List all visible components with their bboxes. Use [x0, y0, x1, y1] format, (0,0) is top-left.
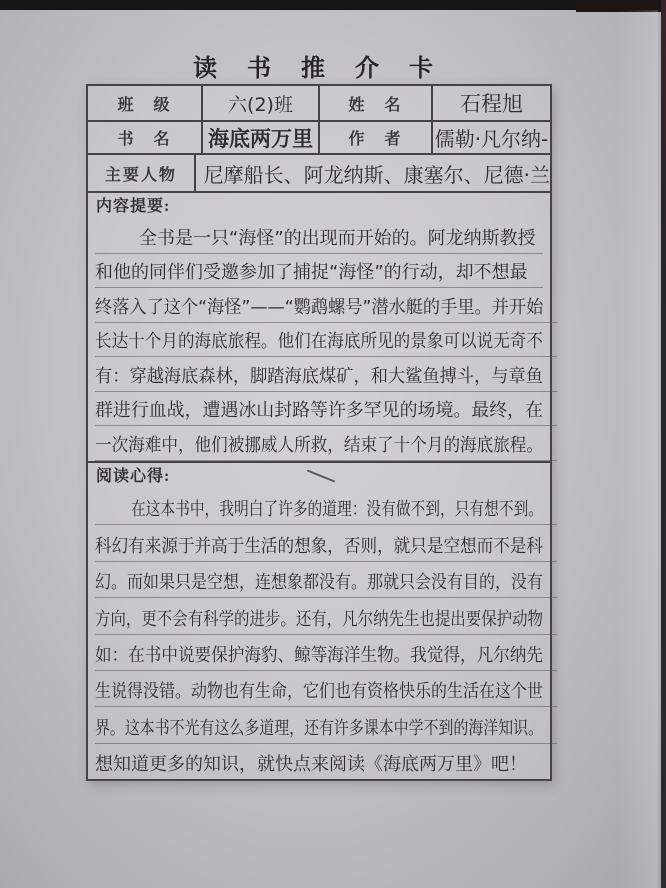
- author-value: 儒勒·凡尔纳-: [434, 127, 549, 151]
- reflection-line: 如：在书中说要保护海豹、鲸等海洋生物。我觉得，凡尔纳先: [95, 635, 557, 671]
- reading-recommendation-card: [86, 84, 552, 781]
- book-title-label: 书 名: [88, 122, 203, 153]
- main-characters-label: 主要人物: [88, 155, 196, 191]
- class-value: 六(2)班: [203, 86, 320, 120]
- reflection-line: 生说得没错。动物也有生命，它们也有资格快乐的生活在这个世: [95, 671, 557, 707]
- summary-line: 终落入了这个“海怪”——“鹦鹉螺号”潜水艇的手里。并开始: [95, 288, 557, 323]
- photo-top-edge: [0, 0, 666, 10]
- content-summary-section: [88, 193, 550, 463]
- summary-line: 全书是一只“海怪”的出现而开始的。阿龙纳斯教授: [95, 219, 543, 254]
- book-title-value: 海底两万里: [203, 122, 320, 153]
- name-value: 石程旭: [460, 92, 523, 116]
- reflection-line: 想知道更多的知识，就快点来阅读《海底两万里》吧！: [95, 754, 527, 775]
- header-row-book-author: [88, 122, 550, 155]
- card-title: 读 书 推 介 卡: [193, 56, 445, 82]
- reflection-line: 科幻有来源于并高于生活的想象，否则，就只是空想而不是科: [95, 525, 557, 561]
- summary-line: 长达十个月的海底旅程。他们在海底所见的景象可以说无奇不: [95, 323, 557, 358]
- main-characters-value: 尼摩船长、阿龙纳斯、康塞尔、尼德·兰: [203, 162, 550, 187]
- summary-line: 有：穿越海底森林，脚踏海底煤矿，和大鲨鱼搏斗，与章鱼: [95, 357, 557, 392]
- reading-reflection-section: [88, 463, 550, 779]
- header-row-class-name: [88, 86, 550, 122]
- summary-line: 群进行血战，遭遇冰山封路等许多罕见的场境。最终，在: [95, 392, 557, 427]
- header-row-characters: [88, 155, 550, 193]
- photo-right-edge: [661, 0, 666, 888]
- content-summary-label: 内容提要:: [96, 198, 171, 215]
- reading-reflection-label: 阅读心得:: [96, 468, 171, 485]
- name-label: 姓 名: [320, 86, 433, 120]
- paper-sheen: [618, 10, 658, 888]
- author-label: 作 者: [320, 122, 433, 153]
- reflection-line: 界。这本书不光有这么多道理，还有许多课本中学不到的海洋知识。: [95, 707, 557, 743]
- reflection-line: 在这本书中，我明白了许多的道理：没有做不到，只有想不到。: [95, 489, 557, 525]
- summary-line: 一次海难中，他们被挪威人所救，结束了十个月的海底旅程。: [95, 426, 557, 461]
- summary-line: 和他的同伴们受邀参加了捕捉“海怪”的行动，却不想最: [95, 254, 543, 289]
- reflection-line: 幻。而如果只是空想，连想象都没有。那就只会没有目的，没有: [95, 562, 557, 598]
- class-label: 班 级: [88, 86, 203, 120]
- reflection-line: 方向，更不会有科学的进步。还有，凡尔纳先生也提出要保护动物: [95, 598, 557, 634]
